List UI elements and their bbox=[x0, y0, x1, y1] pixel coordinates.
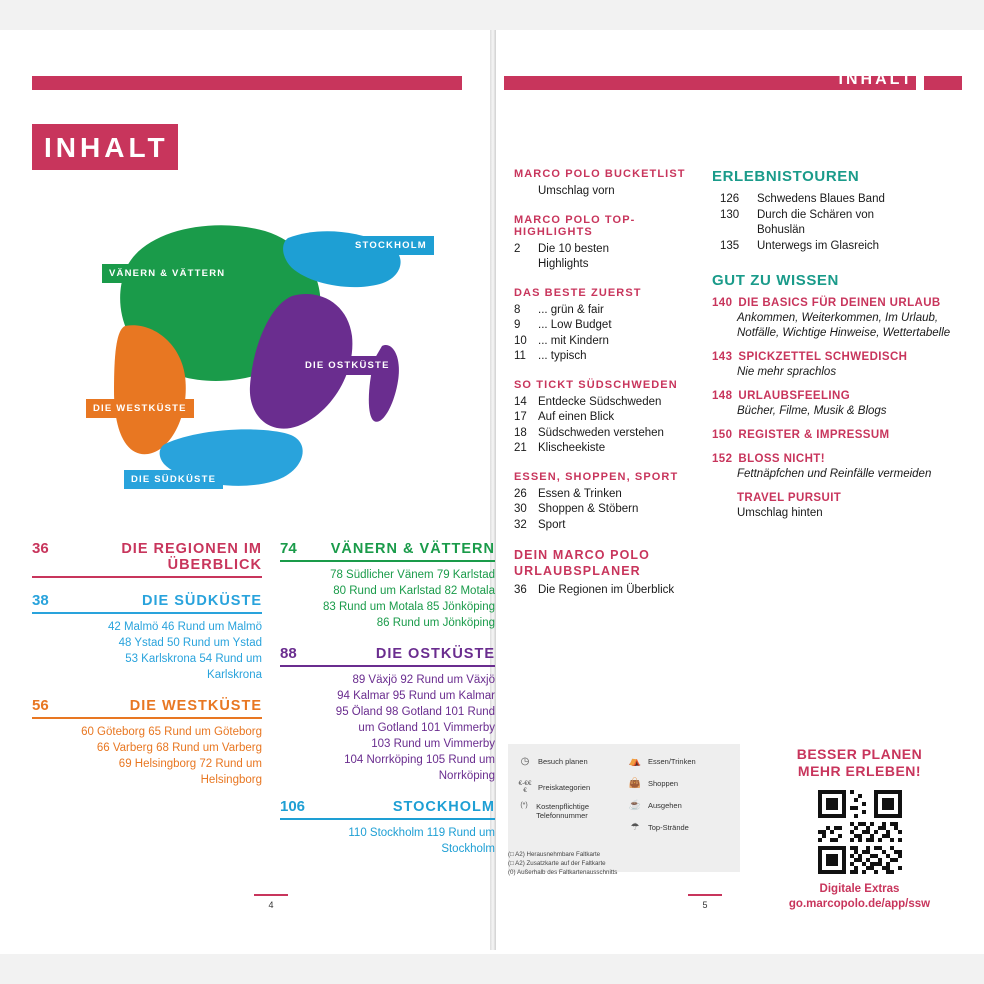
legend-label: Kostenpflichtige Telefonnummer bbox=[536, 802, 590, 820]
phone-icon: (*) bbox=[520, 802, 528, 809]
legend-label: Shoppen bbox=[648, 779, 679, 788]
toc-line[interactable] bbox=[514, 583, 710, 599]
toc-group-heading: DAS BESTE ZUERST bbox=[514, 286, 642, 299]
toc-line[interactable] bbox=[514, 518, 710, 534]
info-entry[interactable] bbox=[712, 428, 962, 443]
toc-subitem[interactable]: Karlskrona bbox=[207, 669, 262, 681]
toc-subitem[interactable]: Stockholm bbox=[441, 843, 495, 855]
right-page bbox=[496, 48, 976, 928]
info-entry[interactable] bbox=[712, 491, 962, 521]
left-page bbox=[8, 48, 495, 928]
toc-line[interactable] bbox=[514, 303, 710, 319]
toc-line[interactable] bbox=[712, 223, 962, 239]
info-entry[interactable] bbox=[712, 389, 962, 419]
left-page-number: 4 bbox=[268, 900, 274, 910]
toc-subitem[interactable]: um Gotland 101 Vimmerby bbox=[358, 722, 495, 734]
toc-subitem[interactable]: 89 Växjö 92 Rund um Växjö bbox=[352, 674, 495, 686]
toc-line-text: Sport bbox=[538, 518, 566, 531]
info-entry-desc: Umschlag hinten bbox=[737, 507, 823, 519]
map-label-suedkueste: DIE SÜDKÜSTE bbox=[124, 470, 223, 489]
erlebnistouren-list bbox=[712, 192, 962, 254]
map-label-westkueste: DIE WESTKÜSTE bbox=[86, 399, 194, 418]
info-entry[interactable] bbox=[712, 350, 962, 380]
toc-line-text: Shoppen & Stöbern bbox=[538, 503, 639, 515]
price-icon: €-€€€ bbox=[518, 780, 532, 794]
toc-subitem[interactable]: 69 Helsingborg 72 Rund um bbox=[118, 758, 262, 770]
toc-column-left bbox=[32, 540, 262, 802]
toc-subitem[interactable]: 66 Varberg 68 Rund um Varberg bbox=[96, 742, 262, 754]
toc-group bbox=[514, 547, 710, 599]
toc-line-text: Highlights bbox=[538, 258, 589, 270]
info-entry-title: 152 BLOSS NICHT! bbox=[712, 453, 825, 465]
toc-line-page: 17 bbox=[514, 411, 527, 423]
qr-code[interactable] bbox=[818, 790, 902, 874]
toc-line-page: 32 bbox=[514, 518, 527, 531]
header-inhalt-label: INHALT bbox=[838, 71, 914, 88]
toc-line-text: Bohuslän bbox=[757, 224, 805, 236]
toc-line[interactable] bbox=[514, 349, 710, 365]
map-label-vanern-vattern: VÄNERN & VÄTTERN bbox=[102, 264, 232, 283]
toc-subitem[interactable]: 48 Ystad 50 Rund um Ystad bbox=[118, 637, 262, 649]
toc-line-page: 130 bbox=[720, 208, 740, 221]
legend-item bbox=[628, 756, 696, 767]
toc-section-title: DIE REGIONEN IM ÜBERBLICK bbox=[121, 541, 262, 573]
toc-line-page: 36 bbox=[514, 584, 527, 596]
toc-rule bbox=[32, 576, 262, 578]
toc-section-title: VÄNERN & VÄTTERN bbox=[330, 541, 495, 557]
info-entry-page: 148 bbox=[712, 390, 733, 402]
promo-line-1: BESSER PLANEN bbox=[796, 746, 923, 762]
info-entry-title: 143 SPICKZETTEL SCHWEDISCH bbox=[712, 351, 908, 363]
promo-block bbox=[752, 746, 967, 912]
toc-line-page: 30 bbox=[514, 503, 527, 515]
toc-rule bbox=[280, 818, 495, 820]
toc-line-page: 9 bbox=[514, 319, 521, 331]
left-page-rule bbox=[254, 894, 288, 896]
map-label-stockholm: STOCKHOLM bbox=[348, 236, 434, 255]
toc-line-text: Entdecke Südschweden bbox=[538, 395, 662, 408]
toc-line[interactable] bbox=[514, 257, 710, 273]
toc-line-page bbox=[720, 223, 750, 239]
header-bar-gap bbox=[916, 76, 924, 90]
toc-group bbox=[514, 168, 710, 200]
inhalt-title-box bbox=[32, 124, 178, 170]
toc-line[interactable] bbox=[712, 239, 962, 255]
legend-item bbox=[628, 822, 689, 833]
toc-subitem[interactable]: 86 Rund um Jönköping bbox=[376, 617, 495, 629]
info-entry-page: 150 bbox=[712, 429, 733, 441]
page-title: INHALT bbox=[44, 132, 169, 163]
promo-digital-label: Digitale Extras bbox=[819, 883, 900, 895]
toc-group bbox=[514, 471, 710, 534]
info-entry[interactable] bbox=[712, 296, 962, 341]
toc-rule bbox=[32, 717, 262, 719]
toc-section-title: DIE SÜDKÜSTE bbox=[142, 593, 262, 609]
cutlery-icon: ⛺ bbox=[628, 756, 642, 767]
toc-line-page: 14 bbox=[514, 395, 527, 408]
toc-subitem[interactable]: 94 Kalmar 95 Rund um Kalmar bbox=[337, 690, 495, 702]
toc-section[interactable] bbox=[32, 697, 262, 788]
qr-code-svg bbox=[818, 790, 902, 874]
toc-subitem[interactable]: 110 Stockholm 119 Rund um bbox=[348, 827, 495, 839]
legend-item bbox=[518, 756, 588, 767]
toc-line-page bbox=[514, 257, 531, 273]
right-page-rule bbox=[688, 894, 722, 896]
toc-line-text: Schwedens Blaues Band bbox=[757, 193, 885, 205]
umbrella-icon: ☂ bbox=[630, 822, 640, 833]
gut-zu-wissen-heading: GUT ZU WISSEN bbox=[712, 272, 839, 289]
toc-section[interactable] bbox=[280, 798, 495, 857]
promo-url[interactable]: go.marcopolo.de/app/ssw bbox=[788, 898, 931, 910]
info-entry-title: 140 DIE BASICS FÜR DEINEN URLAUB bbox=[712, 297, 941, 309]
toc-line-page bbox=[514, 184, 531, 200]
toc-subitem[interactable]: 42 Malmö 46 Rund um Malmö bbox=[107, 621, 262, 633]
toc-line-page: 8 bbox=[514, 303, 521, 316]
info-entry-title: 148 URLAUBSFEELING bbox=[712, 390, 851, 402]
legend-item bbox=[628, 800, 682, 811]
legend-footnotes bbox=[508, 850, 748, 877]
toc-group bbox=[514, 287, 710, 365]
toc-line-page: 135 bbox=[720, 239, 740, 252]
glass-icon: ☕ bbox=[628, 800, 642, 811]
info-entry-desc: Ankommen, Weiterkommen, Im Urlaub, Notfälle, Wichtige Hinweise, Wettertabelle bbox=[737, 312, 951, 339]
toc-rule bbox=[32, 612, 262, 614]
info-entry-desc: Bücher, Filme, Musik & Blogs bbox=[737, 405, 887, 417]
legend-item bbox=[628, 778, 678, 789]
toc-subitem[interactable]: 95 Öland 98 Gotland 101 Rund bbox=[335, 706, 495, 718]
toc-line[interactable] bbox=[514, 426, 710, 442]
toc-group-heading: ESSEN, SHOPPEN, SPORT bbox=[514, 470, 679, 483]
erlebnistouren-heading: ERLEBNISTOUREN bbox=[712, 168, 860, 185]
toc-subitem[interactable]: 83 Rund um Motala 85 Jönköping bbox=[323, 601, 495, 613]
toc-subitem[interactable]: 53 Karlskrona 54 Rund um bbox=[125, 653, 262, 665]
promo-line-2: MEHR ERLEBEN! bbox=[797, 763, 922, 779]
toc-rule bbox=[280, 665, 495, 667]
info-entry-desc: Nie mehr sprachlos bbox=[737, 366, 837, 378]
toc-subitem[interactable]: 80 Rund um Karlstad 82 Motala bbox=[333, 585, 495, 597]
toc-line-page: 2 bbox=[514, 242, 521, 255]
toc-right-column-b bbox=[712, 168, 962, 530]
toc-line-text: Auf einen Blick bbox=[538, 411, 615, 423]
toc-section-title: DIE OSTKÜSTE bbox=[375, 646, 495, 662]
toc-line-text: Klischeekiste bbox=[538, 442, 606, 454]
region-map bbox=[30, 176, 470, 506]
toc-subitem[interactable]: 104 Norrköping 105 Rund um bbox=[344, 754, 495, 766]
toc-line[interactable] bbox=[514, 242, 710, 258]
toc-line-text: Essen & Trinken bbox=[538, 487, 622, 500]
toc-line-page: 126 bbox=[720, 193, 740, 205]
info-entry-title: 150 REGISTER & IMPRESSUM bbox=[712, 429, 890, 441]
legend-label: Essen/Trinken bbox=[648, 757, 696, 766]
info-entry-page: 140 bbox=[712, 297, 733, 309]
right-page-number: 5 bbox=[702, 900, 708, 910]
legend-label: Ausgehen bbox=[648, 801, 682, 810]
legend-item bbox=[518, 780, 590, 794]
toc-line[interactable] bbox=[514, 487, 710, 503]
footnote-line: (0) Außerhalb des Faltkartenausschnitts bbox=[508, 869, 618, 876]
footnote-line: (□ A2) Herausnehmbare Faltkarte bbox=[508, 851, 601, 858]
toc-line-text: ... grün & fair bbox=[538, 303, 604, 316]
right-top-bar bbox=[504, 71, 962, 90]
legend-item bbox=[518, 802, 628, 820]
toc-line-page: 10 bbox=[514, 334, 527, 347]
toc-subitem[interactable]: 78 Südlicher Vänem 79 Karlstad bbox=[330, 569, 495, 581]
toc-line-text: Die Regionen im Überblick bbox=[538, 584, 675, 596]
info-entry-page: 143 bbox=[712, 351, 733, 363]
legend-label: Preiskategorien bbox=[538, 782, 591, 792]
toc-line-text: ... typisch bbox=[538, 350, 587, 362]
toc-right-column-a bbox=[514, 168, 710, 613]
toc-section-number: 56 bbox=[32, 697, 49, 714]
toc-group-heading: DEIN MARCO POLO URLAUBSPLANER bbox=[514, 548, 650, 578]
legend-label: Top-Strände bbox=[648, 823, 689, 832]
toc-subitem[interactable]: Helsingborg bbox=[200, 774, 262, 786]
info-entry-desc: Fettnäpfchen und Reinfälle vermeiden bbox=[737, 468, 932, 480]
toc-line-page: 18 bbox=[514, 426, 527, 439]
clock-icon: ◷ bbox=[520, 756, 530, 767]
map-label-ostkueste: DIE OSTKÜSTE bbox=[298, 356, 397, 375]
toc-line-text: Umschlag vorn bbox=[538, 185, 615, 197]
toc-subitem[interactable]: Norrköping bbox=[438, 770, 495, 782]
toc-group bbox=[514, 214, 710, 273]
toc-line[interactable] bbox=[514, 334, 710, 350]
bag-icon: 👜 bbox=[628, 778, 642, 789]
toc-section[interactable] bbox=[32, 592, 262, 683]
footnote-line: (□ A2) Zusatzkarte auf der Faltkarte bbox=[508, 860, 606, 867]
toc-line-page: 21 bbox=[514, 442, 527, 454]
toc-line-text: Südschweden verstehen bbox=[538, 426, 664, 439]
toc-line-text: ... mit Kindern bbox=[538, 334, 609, 347]
sweden-map-svg bbox=[30, 176, 470, 506]
toc-column-mid bbox=[280, 540, 495, 871]
toc-section[interactable] bbox=[280, 540, 495, 631]
info-entry-page: 152 bbox=[712, 453, 733, 465]
toc-subitem[interactable]: 60 Göteborg 65 Rund um Göteborg bbox=[81, 726, 262, 738]
toc-line-text: Durch die Schären von bbox=[757, 208, 874, 221]
info-entry-title: TRAVEL PURSUIT bbox=[737, 492, 842, 504]
toc-line[interactable] bbox=[712, 208, 962, 224]
toc-line[interactable] bbox=[712, 192, 962, 208]
toc-line[interactable] bbox=[514, 395, 710, 411]
toc-section-number: 74 bbox=[280, 540, 297, 557]
toc-line-page: 26 bbox=[514, 487, 527, 500]
toc-section-number: 88 bbox=[280, 645, 297, 662]
toc-line[interactable] bbox=[514, 441, 710, 457]
toc-group-heading: SO TICKT SÜDSCHWEDEN bbox=[514, 378, 678, 391]
toc-line-page: 11 bbox=[514, 350, 526, 362]
toc-line[interactable] bbox=[514, 410, 710, 426]
toc-section[interactable] bbox=[280, 645, 495, 784]
info-entry[interactable] bbox=[712, 452, 962, 482]
legend-label: Besuch planen bbox=[538, 757, 588, 766]
toc-section-title: DIE WESTKÜSTE bbox=[129, 698, 262, 714]
toc-section-number: 38 bbox=[32, 592, 49, 609]
toc-section-number: 36 bbox=[32, 540, 49, 557]
toc-line[interactable] bbox=[514, 318, 710, 334]
toc-group-heading: MARCO POLO BUCKETLIST bbox=[514, 168, 686, 180]
toc-section-number: 106 bbox=[280, 798, 306, 815]
toc-section[interactable] bbox=[32, 540, 262, 578]
toc-group bbox=[514, 379, 710, 457]
toc-group-heading: MARCO POLO TOP-HIGHLIGHTS bbox=[514, 213, 636, 238]
toc-line[interactable] bbox=[514, 184, 710, 200]
toc-subitem[interactable]: 103 Rund um Vimmerby bbox=[371, 738, 495, 750]
toc-rule bbox=[280, 560, 495, 562]
toc-line[interactable] bbox=[514, 502, 710, 518]
toc-section-title: STOCKHOLM bbox=[392, 799, 495, 815]
toc-line-text: Die 10 besten bbox=[538, 242, 609, 255]
toc-line-text: ... Low Budget bbox=[538, 319, 612, 331]
toc-line-text: Unterwegs im Glasreich bbox=[757, 239, 880, 252]
left-top-bar bbox=[32, 76, 462, 90]
